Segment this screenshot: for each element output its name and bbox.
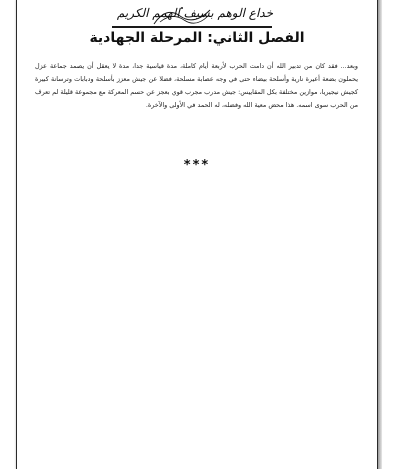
page-edge-shadow bbox=[378, 0, 382, 469]
body-paragraph: وبعد... فقد كان من تدبير الله أن دامت الحرب لأربعة أيام كاملة، مدة قياسية جدا، مدة لا يعقل أن يصمد جماعة عزل يحملون بضعة أعيرة نارية وأسلحة بيضاء حتى في وجه عصابة مسلحة، فضلا عن جيش معزز بأسلحة ودبابات وترسانة كبيرة كجيش نيجيريا، موازين مختلفة بكل المقاييس: جيش مدرب مجرب قوي بعجز عن حسم المعركة مع مجموعة قليلة لم تعرف من الحرب سوى اسمه. هذا محض معية الله وفضله، له الحمد في الأولى والآخرة. bbox=[35, 62, 358, 109]
section-separator: *** bbox=[183, 158, 211, 173]
header-rule bbox=[112, 26, 272, 28]
running-header-title: خداع الوهم بسيف الهمم الكريم bbox=[116, 6, 273, 20]
chapter-title: الفصل الثاني: المرحلة الجهادية bbox=[89, 30, 305, 46]
page-header bbox=[17, 0, 377, 30]
document-page bbox=[16, 0, 378, 469]
